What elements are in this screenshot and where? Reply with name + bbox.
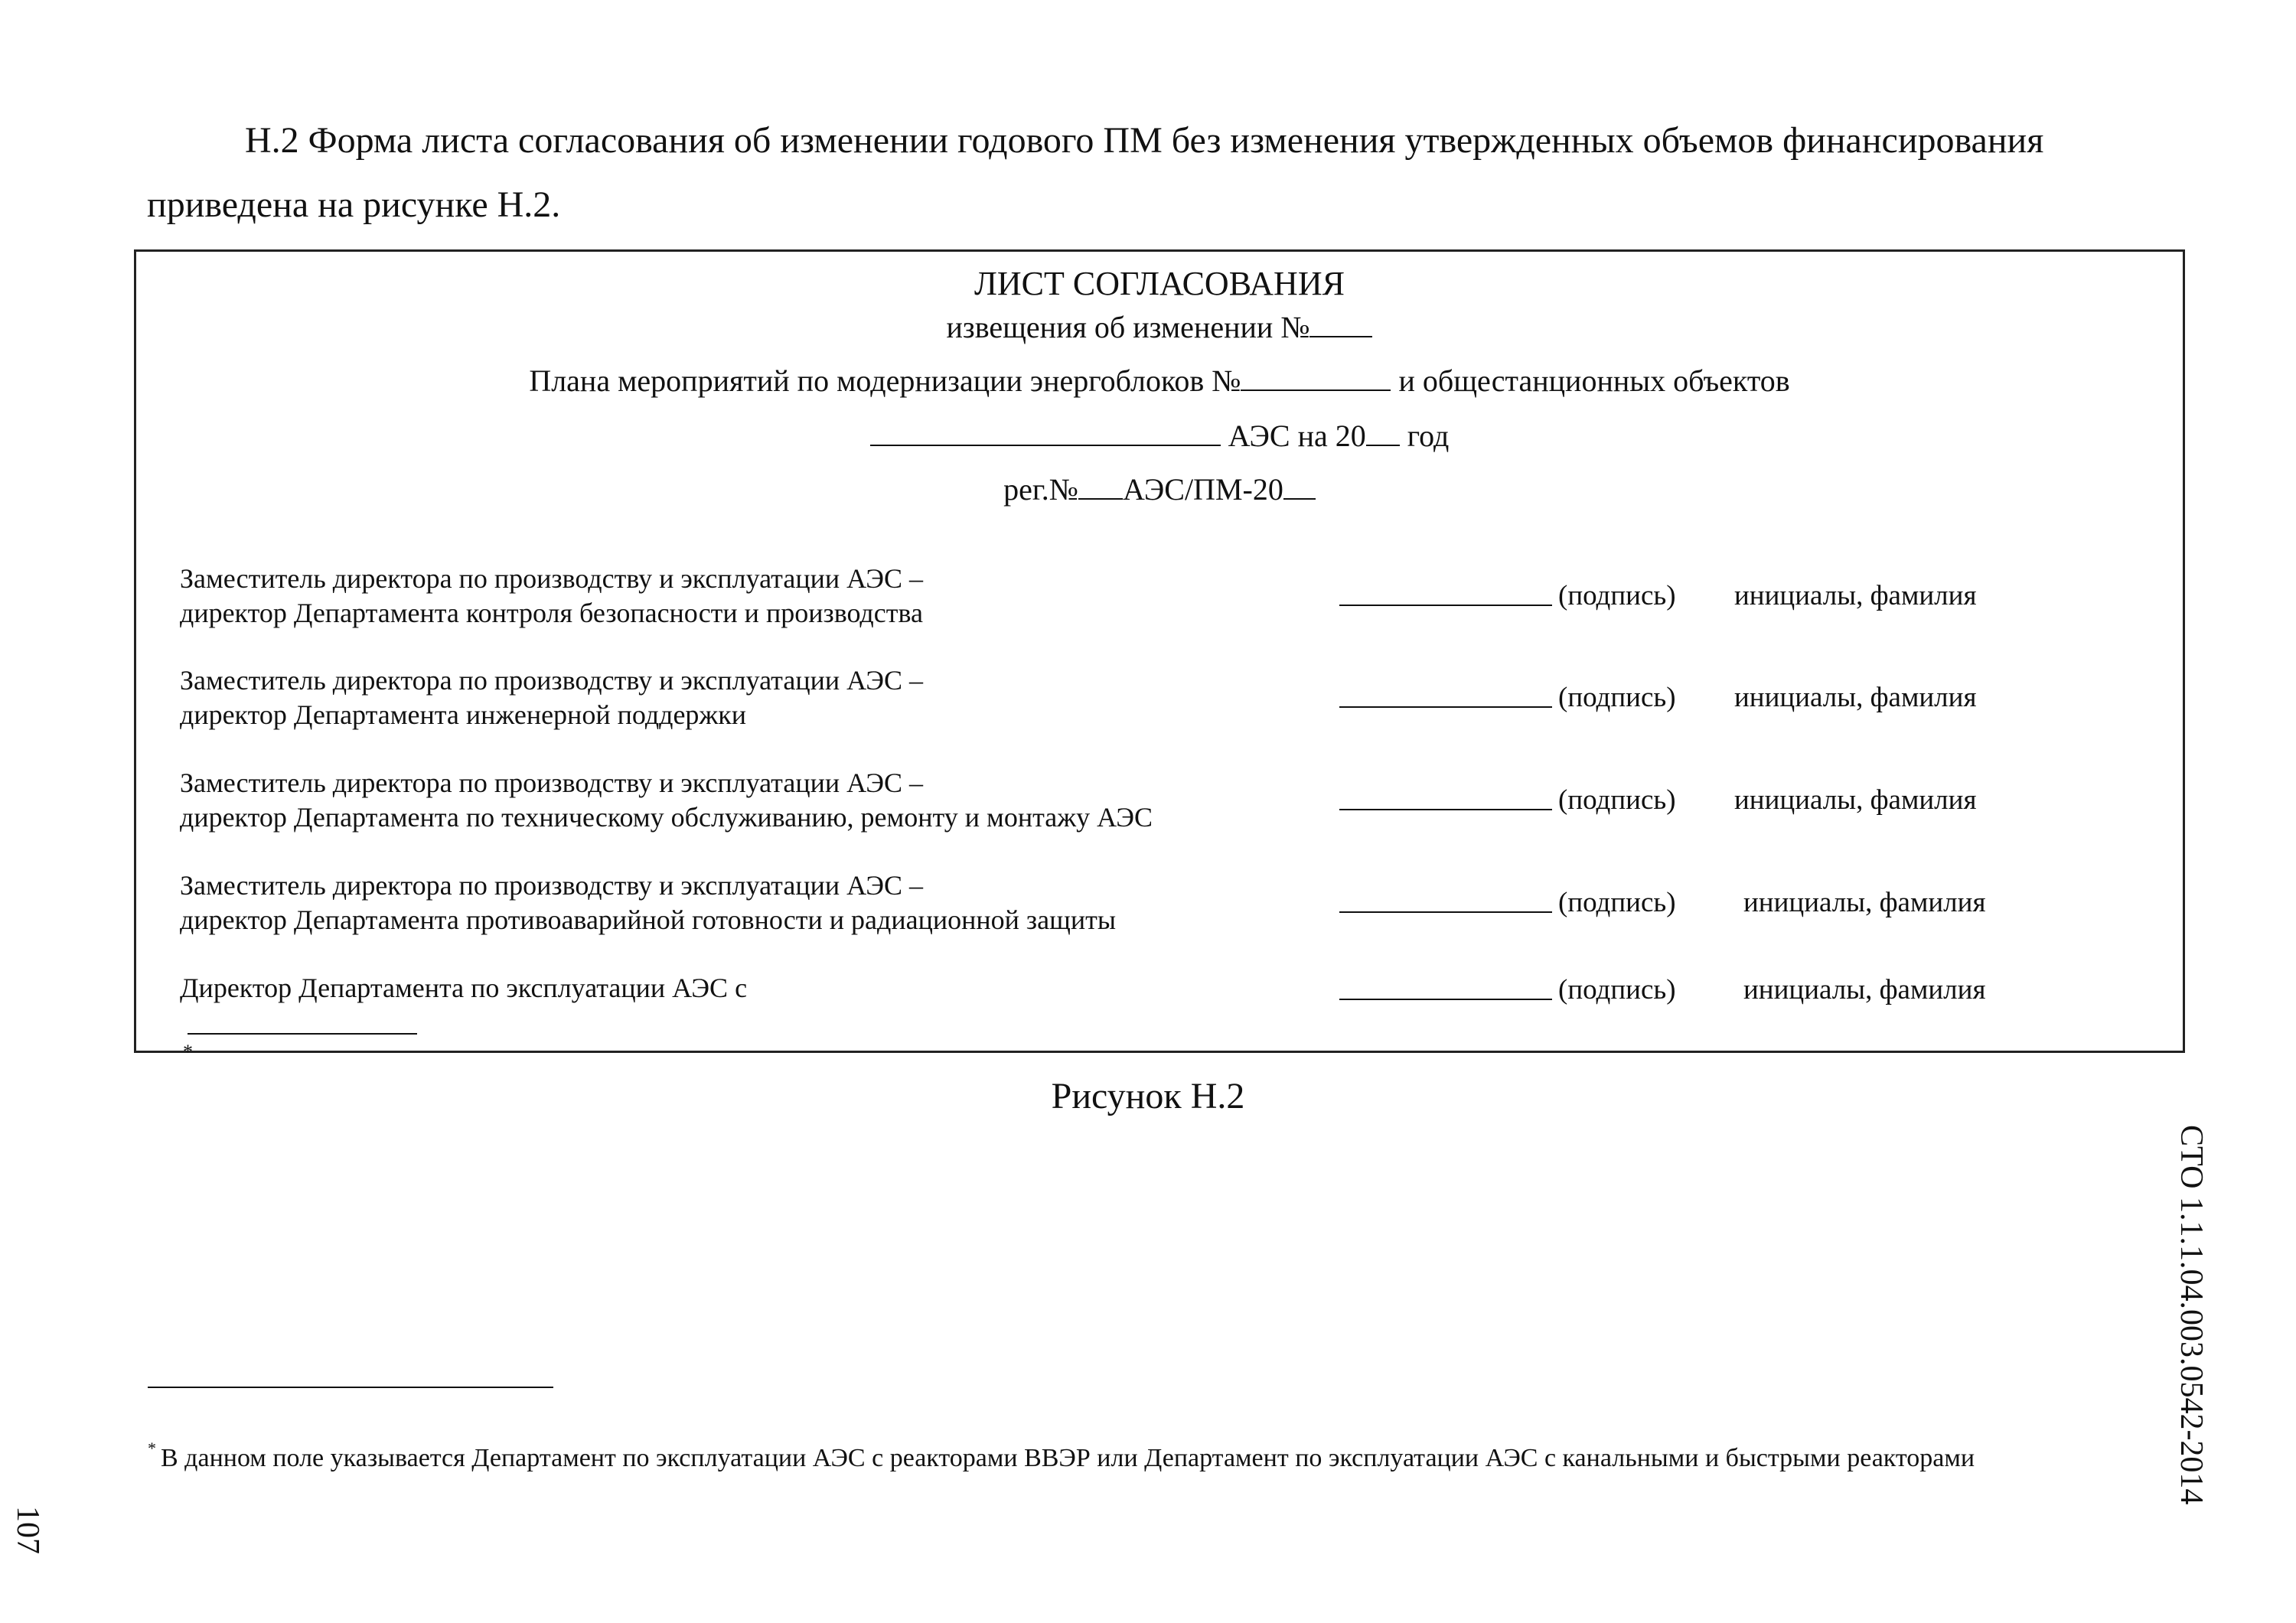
signatory-position-line-1: Заместитель директора по производству и эксплуатации АЭС – <box>180 870 923 901</box>
signatory-position <box>180 971 747 1069</box>
signatory-position-line-2: директор Департамента по техническому обслуживанию, ремонту и монтажу АЭС <box>180 802 1153 833</box>
last-signatory-text: Директор Департамента по эксплуатации АЭС с <box>180 973 748 1003</box>
plan-prefix: Плана мероприятий по модернизации энергоблоков № <box>529 363 1241 398</box>
form-subtitle <box>136 305 2183 345</box>
signatory-position <box>180 766 1153 835</box>
document-code: СТО 1.1.1.04.003.0542-2014 <box>2174 1125 2209 1505</box>
footnote-text: В данном поле указывается Департамент по эксплуатации АЭС с реакторами ВВЭР или Департамент по эксплуатации АЭС с канальными и быстрыми реакторами <box>161 1444 1975 1472</box>
approval-sheet-form <box>134 249 2185 1063</box>
intro-line-1: Н.2 Форма листа согласования об изменении годового ПМ без изменения утвержденных объемов финансирования <box>245 120 2044 161</box>
signature-label: (подпись) <box>1558 580 1676 611</box>
signatory-row <box>136 663 2183 737</box>
department-blank[interactable] <box>188 1005 417 1035</box>
npp-year-suffix: год <box>1407 419 1450 453</box>
plan-line <box>136 359 2183 399</box>
signature-field[interactable] <box>1339 809 1552 810</box>
signatory-position-line-2: директор Департамента противоаварийной готовности и радиационной защиты <box>180 904 1117 935</box>
figure-caption: Рисунок Н.2 <box>1051 1076 1245 1116</box>
signature-field[interactable] <box>1339 999 1552 1000</box>
signatory-position <box>180 663 923 732</box>
registration-line <box>136 468 2183 507</box>
name-label: инициалы, фамилия <box>1734 580 1977 611</box>
notice-number-blank[interactable] <box>1309 305 1372 337</box>
npp-line <box>136 414 2183 454</box>
plan-suffix: и общестанционных объектов <box>1398 363 1790 398</box>
footnote-marker: * <box>148 1439 156 1458</box>
reg-number-blank[interactable] <box>1078 468 1123 500</box>
name-label: инициалы, фамилия <box>1743 974 1986 1005</box>
signature-field[interactable] <box>1339 911 1552 913</box>
signatory-position-line-1: Заместитель директора по производству и эксплуатации АЭС – <box>180 563 923 594</box>
reg-prefix: рег.№ <box>1003 472 1078 507</box>
signature-field[interactable] <box>1339 706 1552 708</box>
signature-label: (подпись) <box>1558 974 1676 1005</box>
footnote-marker: * <box>183 1041 193 1063</box>
signatory-row-last <box>136 956 2183 1063</box>
year-blank[interactable] <box>1366 414 1400 446</box>
reg-middle: АЭС/ПМ-20 <box>1122 472 1283 507</box>
signatory-row <box>136 766 2183 839</box>
signatory-position-line-2: директор Департамента контроля безопасности и производства <box>180 598 923 628</box>
name-label: инициалы, фамилия <box>1743 887 1986 918</box>
name-label: инициалы, фамилия <box>1734 784 1977 816</box>
name-label: инициалы, фамилия <box>1734 682 1977 713</box>
form-title: ЛИСТ СОГЛАСОВАНИЯ <box>974 265 1345 302</box>
signatory-position <box>180 869 1116 937</box>
npp-name-blank[interactable] <box>870 414 1221 446</box>
signatory-position-line-2: директор Департамента инженерной поддержки <box>180 699 747 730</box>
signatory-row <box>136 562 2183 635</box>
signatory-position-line-1: Заместитель директора по производству и эксплуатации АЭС – <box>180 768 923 798</box>
footnote <box>148 1439 1975 1473</box>
footnote-divider <box>148 1387 553 1388</box>
reg-year-blank[interactable] <box>1283 468 1316 500</box>
npp-text: АЭС на 20 <box>1228 419 1366 453</box>
signatory-row <box>136 869 2183 942</box>
intro-paragraph <box>147 109 2175 237</box>
form-subtitle-text: извещения об изменении № <box>946 310 1310 344</box>
power-unit-number-blank[interactable] <box>1241 359 1391 391</box>
signatory-position <box>180 562 923 631</box>
signature-label: (подпись) <box>1558 887 1676 918</box>
signature-label: (подпись) <box>1558 682 1676 713</box>
signature-field[interactable] <box>1339 605 1552 606</box>
intro-line-2: приведена на рисунке Н.2. <box>147 184 561 225</box>
signature-label: (подпись) <box>1558 784 1676 816</box>
page-number: 107 <box>10 1506 45 1554</box>
signatory-position-line-1: Заместитель директора по производству и эксплуатации АЭС – <box>180 665 923 696</box>
